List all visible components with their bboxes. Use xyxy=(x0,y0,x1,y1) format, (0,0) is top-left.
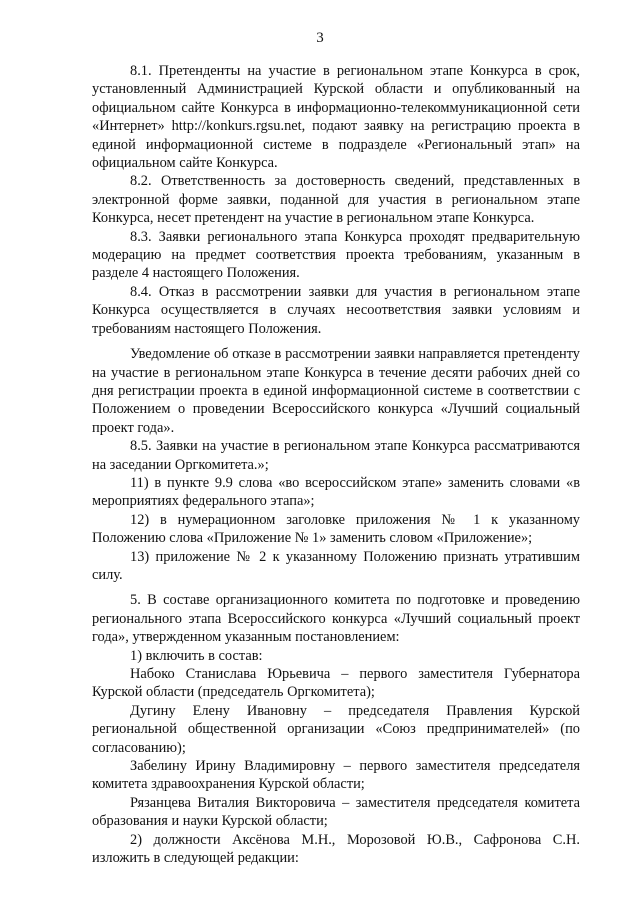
page-number: 3 xyxy=(316,30,324,46)
document-body xyxy=(92,62,580,867)
paragraph-member-ryazantsev: Рязанцева Виталия Викторовича – заместителя председателя комитета образования и науки Курской области; xyxy=(92,794,580,830)
paragraph-include-heading: 1) включить в состав: xyxy=(130,647,263,664)
paragraph-refusal-notice: Уведомление об отказе в рассмотрении заявки направляется претенденту на участие в региональном этапе Конкурса в течение десяти рабочих дней со дня регистрации проекта в единой информационной системе в соответствии с Положением о проведении Всероссийского конкурса «Лучший социальный проект года». xyxy=(92,346,580,436)
paragraph-8-1: 8.1. Претенденты на участие в региональном этапе Конкурса в срок, установленный Администрацией Курской области и опубликованный на официальном сайте Конкурса в информационно-телекоммуникационной сети «Интернет» http://konkurs.rgsu.net, подают заявку на регистрацию проекта в единой информационной системе в подразделе «Региональный этап» на официальном сайте Конкурса. xyxy=(92,63,580,172)
paragraph-item-13: 13) приложение № 2 к указанному Положению признать утратившим силу. xyxy=(92,548,580,583)
paragraph-member-dugina: Дугину Елену Ивановну – председателя Правления Курской региональной общественной организации «Союз предпринимателей» (по согласованию); xyxy=(92,702,580,756)
paragraph-8-3: 8.3. Заявки регионального этапа Конкурса проходят предварительную модерацию на предмет соответствия проекта требованиям, указанным в разделе 4 настоящего Положения. xyxy=(92,228,580,282)
paragraph-item-12: 12) в нумерационном заголовке приложения № 1 к указанному Положению слова «Приложение № 1» заменить словом «Приложение»; xyxy=(92,511,580,547)
paragraph-8-4: 8.4. Отказ в рассмотрении заявки для участия в региональном этапе Конкурса осуществляется в случаях несоответствия заявки условиям и требованиям настоящего Положения. xyxy=(92,283,580,337)
paragraph-positions: 2) должности Аксёнова М.Н., Морозовой Ю.В., Сафронова С.Н. изложить в следующей редакции: xyxy=(92,831,580,867)
paragraph-item-11: 11) в пункте 9.9 слова «во всероссийском этапе» заменить словами «в мероприятиях федерального этапа»; xyxy=(92,474,580,510)
paragraph-8-2: 8.2. Ответственность за достоверность сведений, представленных в электронной форме заявки, поданной для участия в региональном этапе Конкурса, несет претендент на участие в региональном этапе Конкурса. xyxy=(92,173,580,227)
paragraph-member-zabelina: Забелину Ирину Владимировну – первого заместителя председателя комитета здравоохранения Курской области; xyxy=(92,758,580,793)
paragraph-8-5: 8.5. Заявки на участие в региональном этапе Конкурса рассматриваются на заседании Оргкомитета.»; xyxy=(92,438,580,473)
paragraph-section-5: 5. В составе организационного комитета по подготовке и проведению регионального этапа Всероссийского конкурса «Лучший социальный проект года», утвержденном указанным постановлением: xyxy=(92,592,580,646)
paragraph-member-naboko: Набоко Станислава Юрьевича – первого заместителя Губернатора Курской области (председатель Оргкомитета); xyxy=(92,666,580,701)
